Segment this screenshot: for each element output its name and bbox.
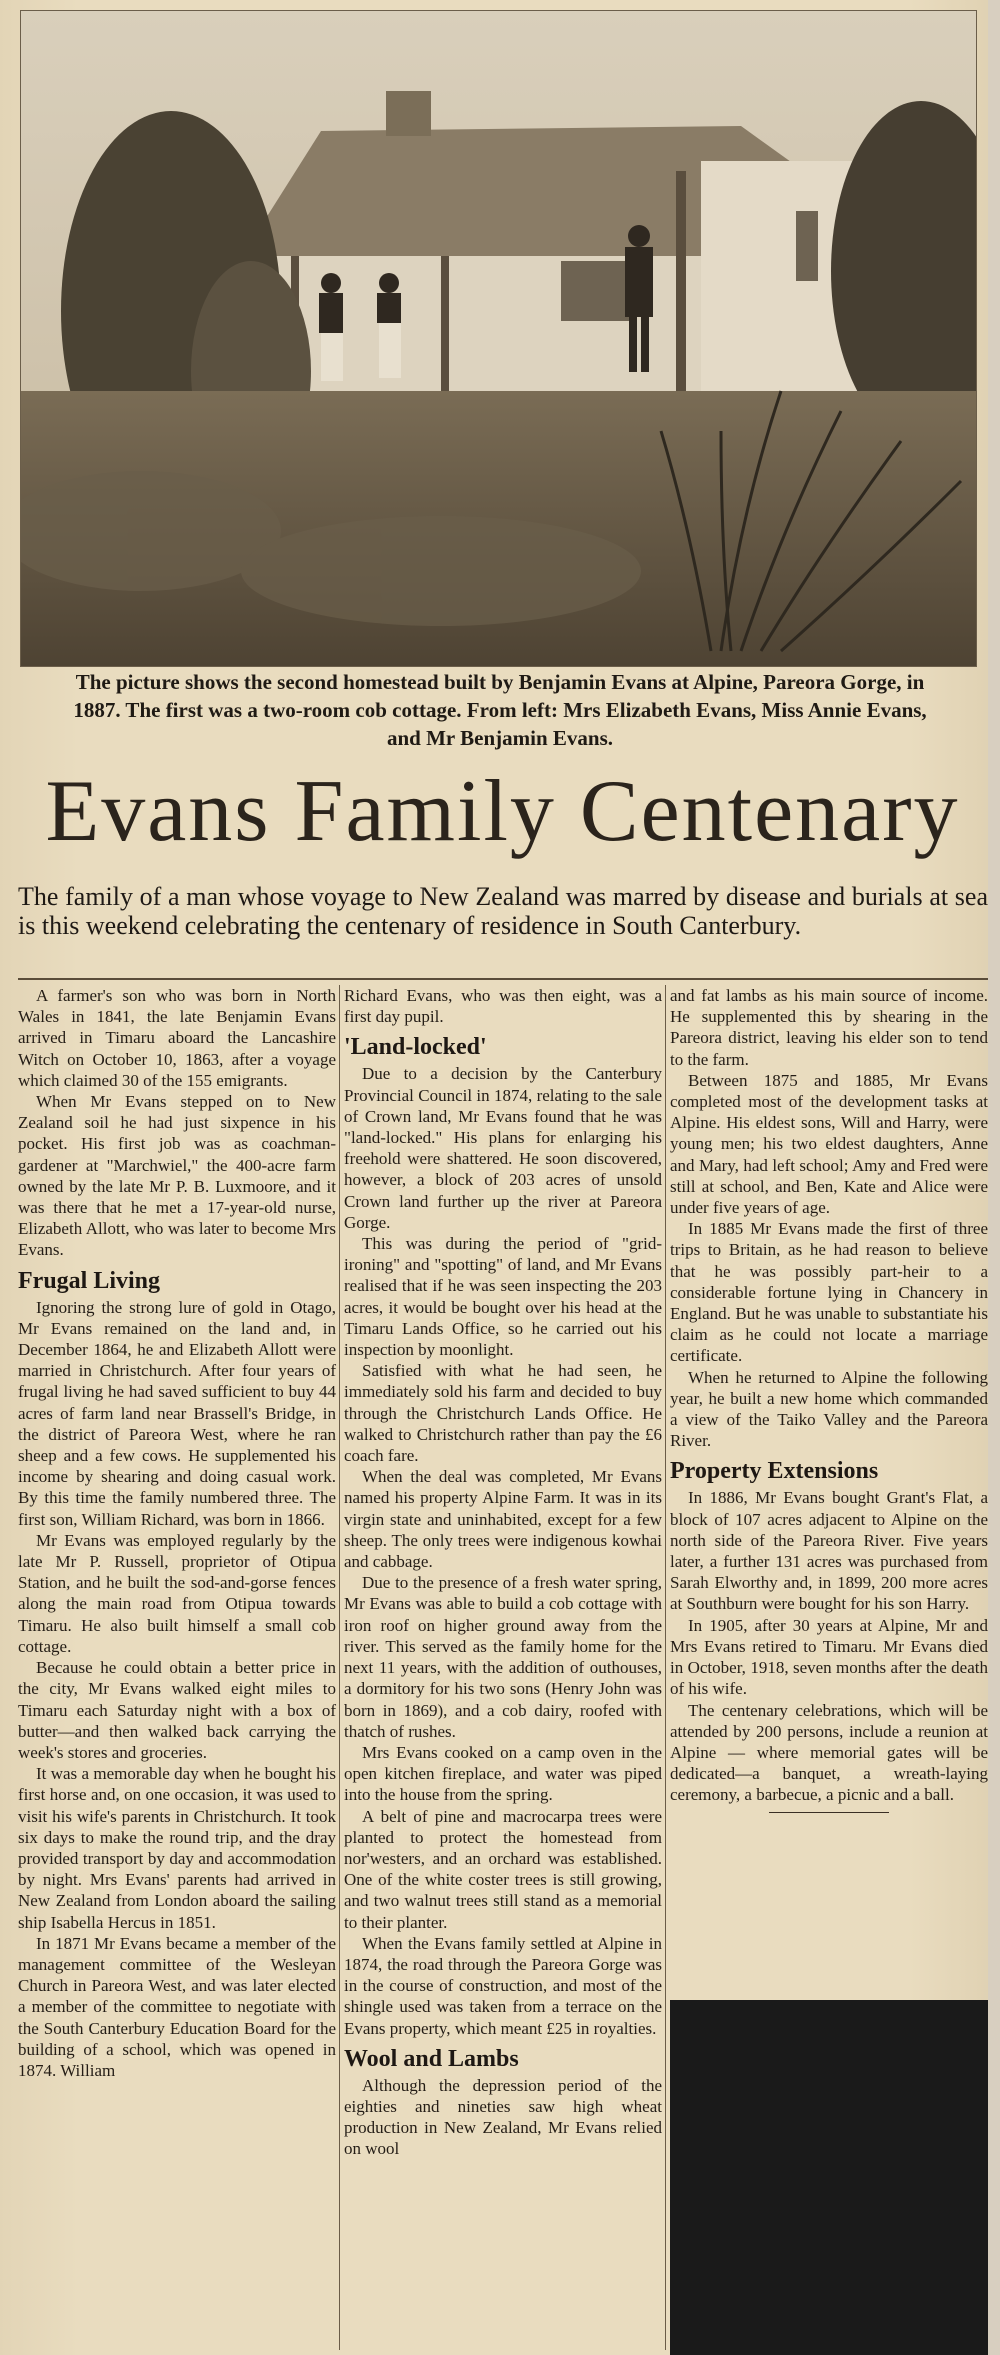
paragraph: Mr Evans was employed regularly by the late Mr P. Russell, proprietor of Otipua Station, and he built the sod-and-gorse fences along the main road from Otipua towards Timaru. He also built himself a small cob cottage. [18, 1530, 336, 1656]
paragraph: When he returned to Alpine the following year, he built a new home which commanded a view of the Taiko Valley and the Pareora River. [670, 1367, 988, 1451]
standfirst: The family of a man whose voyage to New Zealand was marred by disease and burials at sea is this weekend celebrating the centenary of residence in South Canterbury. [18, 882, 988, 940]
subheading: 'Land-locked' [344, 1034, 487, 1061]
paragraph: A farmer's son who was born in North Wales in 1841, the late Benjamin Evans arrived in Timaru aboard the Lancashire Witch on October 10, 1863, after a voyage which claimed 30 of the 155 emigrants. [18, 986, 336, 1090]
paragraph: and fat lambs as his main source of income. He supplemented this by shearing in the Pareora district, leaving his elder son to tend to the farm. [670, 986, 988, 1069]
paragraph: Because he could obtain a better price in the city, Mr Evans walked eight miles to Timaru each Saturday night with a box of butter—and then walked back carrying the week's stores and groceries. [18, 1658, 336, 1762]
paragraph: When Mr Evans stepped on to New Zealand soil he had just sixpence in his pocket. His first job was as coachman-gardener at "Marchwiel," the 400-acre farm owned by the late Mr P. B. Luxmoore, and it was there that he met a 17-year-old nurse, Elizabeth Allott, who was later to become Mrs Evans. [18, 1092, 336, 1260]
article-column-3 [670, 985, 988, 1813]
paragraph: In 1871 Mr Evans became a member of the management committee of the Wesleyan Church in Pareora West, and was later elected a member of the committee to negotiate with the South Canterbury Education Board for the building of a school, which was opened in 1874. William [18, 1933, 336, 2080]
subheading: Frugal Living [18, 1267, 161, 1294]
paragraph: In 1885 Mr Evans made the first of three trips to Britain, as he had reason to believe that he was possibly part-heir to a considerable fortune lying in Chancery in England. But he was unable to substantiate his claim as he could not locate a marriage certificate. [670, 1219, 988, 1366]
paragraph: It was a memorable day when he bought his first horse and, on one occasion, it was used to visit his wife's parents in Christchurch. It took six days to make the round trip, and the dray provided transport by day and accommodation by night. Mrs Evans' parents had arrived in New Zealand from London aboard the sailing ship Isabella Hercus in 1851. [18, 1764, 336, 1932]
paragraph: A belt of pine and macrocarpa trees were planted to protect the homestead from nor'westers, and an orchard was established. One of the white coster trees is still growing, and two walnut trees still stand as a memorial to their planter. [344, 1806, 662, 1932]
paragraph: Although the depression period of the eighties and nineties saw high wheat production in New Zealand, Mr Evans relied on wool [344, 2075, 662, 2159]
headline: Evans Family Centenary [45, 763, 960, 860]
subheading: Property Extensions [670, 1458, 879, 1485]
homestead-photo [20, 10, 977, 667]
paragraph: In 1905, after 30 years at Alpine, Mr and Mrs Evans retired to Timaru. Mr Evans died in October, 1918, seven months after the death of his wife. [670, 1615, 988, 1699]
column-rule [665, 985, 666, 2350]
article-column-1 [18, 985, 336, 2081]
paragraph: Ignoring the strong lure of gold in Otago, Mr Evans remained on the land and, in December 1864, he and Elizabeth Allott were married in Christchurch. After four years of frugal living he had saved sufficient to buy 44 acres of farm land near Brassell's Bridge, in the district of Pareora West, where he ran sheep and a few cows. He supplemented his income by shearing and doing casual work. By this time the family numbered three. The first son, William Richard, was born in 1866. [18, 1297, 336, 1529]
end-rule [769, 1812, 889, 1813]
paragraph: In 1886, Mr Evans bought Grant's Flat, a block of 107 acres adjacent to Alpine on the north side of the Pareora River. Five years later, a further 131 acres was purchased from Sarah Elworthy and, in 1899, 200 more acres at Southburn were bought for his son Harry. [670, 1488, 988, 1614]
paragraph: This was during the period of "grid-ironing" and "spotting" of land, and Mr Evans realised that if he was seen inspecting the 203 acres, it would be bought over his head at the Timaru Lands Office, so he carried out his inspection by moonlight. [344, 1234, 662, 1360]
paragraph: Satisfied with what he had seen, he immediately sold his farm and decided to buy through the Christchurch Lands Office. He walked to Christchurch rather than pay the £6 coach fare. [344, 1361, 662, 1466]
paragraph: Due to a decision by the Canterbury Provincial Council in 1874, relating to the sale of Crown land, Mr Evans found that he was "land-locked." His plans for enlarging his freehold were shattered. He soon discovered, however, a block of 203 acres of unsold Crown land further up the river at Pareora Gorge. [344, 1064, 662, 1232]
paragraph: The centenary celebrations, which will be attended by 200 persons, include a reunion at Alpine — where memorial gates will be dedicated—a banquet, a wreath-laying ceremony, a barbecue, a picnic and a ball. [670, 1700, 988, 1805]
page-edge [988, 0, 1000, 2355]
paragraph: Richard Evans, who was then eight, was a first day pupil. [344, 986, 662, 1027]
background-dark-area [670, 2000, 988, 2355]
headline-rule [18, 978, 988, 980]
paragraph: Between 1875 and 1885, Mr Evans completed most of the development tasks at Alpine. His eldest sons, Will and Harry, were young men; his two eldest daughters, Anne and Mary, had left school; Amy and Fred were still at school, and Ben, Kate and Alice were under five years of age. [670, 1070, 988, 1218]
column-rule [339, 985, 340, 2350]
subheading: Wool and Lambs [344, 2045, 519, 2072]
homestead-illustration [21, 11, 976, 666]
paragraph: Mrs Evans cooked on a camp oven in the open kitchen fireplace, and water was piped into the house from the spring. [344, 1742, 662, 1805]
paragraph: Due to the presence of a fresh water spring, Mr Evans was able to build a cob cottage with iron roof on higher ground away from the river. This served as the family home for the next 11 years, with the addition of outhouses, a dormitory for his two sons (Henry John was born in 1869), and a cob dairy, roofed with thatch of rushes. [344, 1573, 662, 1741]
paragraph: When the Evans family settled at Alpine in 1874, the road through the Pareora Gorge was in the course of construction, and most of the shingle used was taken from a terrace on the Evans property, which meant £25 in royalties. [344, 1933, 662, 2038]
article-column-2 [344, 985, 662, 2160]
photo-caption: The picture shows the second homestead built by Benjamin Evans at Alpine, Pareora Gorge, in 1887. The first was a two-room cob cottage. From left: Mrs Elizabeth Evans, Miss Annie Evans, and Mr Benjamin Evans. [73, 670, 927, 750]
paragraph: When the deal was completed, Mr Evans named his property Alpine Farm. It was in its virgin state and uninhabited, except for a few sheep. The only trees were indigenous kowhai and cabbage. [344, 1467, 662, 1572]
